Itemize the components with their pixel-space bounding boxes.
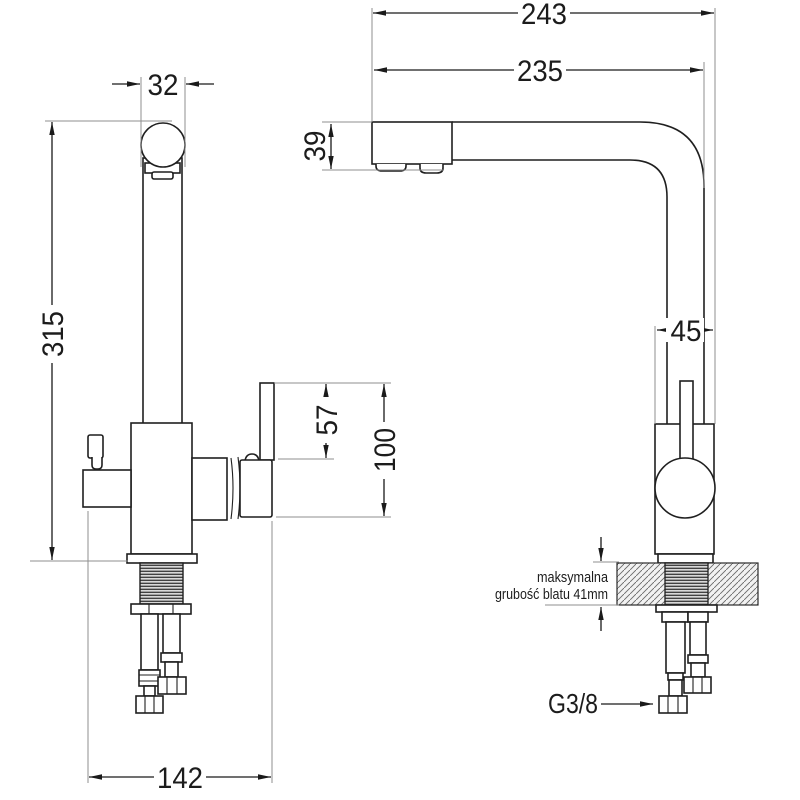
dimension-labels xyxy=(37,0,702,795)
side-hose-left-step xyxy=(668,673,683,680)
front-left-lever-stem xyxy=(92,457,102,469)
front-top-knob xyxy=(141,123,185,167)
side-hose-right xyxy=(690,622,706,655)
counter-note-line2: grubość blatu 41mm xyxy=(495,586,608,603)
side-view xyxy=(372,122,758,713)
side-hose-left xyxy=(666,622,685,673)
side-base-flange xyxy=(658,554,713,563)
front-hose-right-neck xyxy=(165,662,178,677)
side-hose-left-neck xyxy=(669,680,682,696)
side-spout-arm xyxy=(452,122,704,424)
side-hose-right-neck xyxy=(691,663,705,677)
side-hose-right-nut xyxy=(684,677,711,693)
front-left-arm xyxy=(83,470,131,507)
front-mounting-nut xyxy=(131,604,191,614)
front-threaded-shank xyxy=(140,563,183,604)
dim-243-label: 243 xyxy=(521,0,567,31)
front-spout-joint-rings xyxy=(231,457,240,519)
side-hose-left-nut xyxy=(659,696,687,713)
side-hose-right-step xyxy=(688,655,708,663)
front-side-spout xyxy=(240,460,272,517)
front-right-arm xyxy=(192,458,227,520)
front-hose-right-nut xyxy=(158,677,186,694)
side-spout-head xyxy=(372,122,452,164)
front-base-flange xyxy=(127,554,197,563)
front-hose-left-neck xyxy=(144,686,155,696)
dim-32-label: 32 xyxy=(147,69,179,102)
side-ball-joint xyxy=(655,458,715,518)
side-aerator-filter xyxy=(420,164,443,173)
counter-note-line1: maksymalna xyxy=(537,569,609,586)
thread-size-label: G3/8 xyxy=(548,688,598,719)
front-filter-lever xyxy=(260,383,274,460)
dim-100-label: 100 xyxy=(369,421,402,472)
front-hose-left-nut xyxy=(136,696,163,713)
dim-45-label: 45 xyxy=(670,315,702,348)
front-hose-right xyxy=(163,614,180,653)
front-riser-pipe xyxy=(143,158,182,424)
front-left-lever xyxy=(88,435,103,458)
front-knob-collar-step xyxy=(152,172,173,179)
front-hose-right-coupler xyxy=(161,653,182,662)
side-hose-right-coupler xyxy=(688,612,708,622)
dim-57-label: 57 xyxy=(311,402,344,436)
side-lever xyxy=(680,381,693,460)
side-threaded-shank xyxy=(665,563,708,605)
front-body xyxy=(131,423,192,554)
front-hose-left xyxy=(141,614,158,670)
front-view xyxy=(83,123,274,713)
front-hose-left-coupler xyxy=(139,670,160,686)
dim-142-label: 142 xyxy=(157,762,203,795)
side-washer xyxy=(656,605,717,612)
dim-39-label: 39 xyxy=(299,128,332,162)
dim-235-label: 235 xyxy=(517,55,563,88)
side-hose-left-coupler xyxy=(662,612,688,622)
dim-315-label: 315 xyxy=(37,306,70,357)
